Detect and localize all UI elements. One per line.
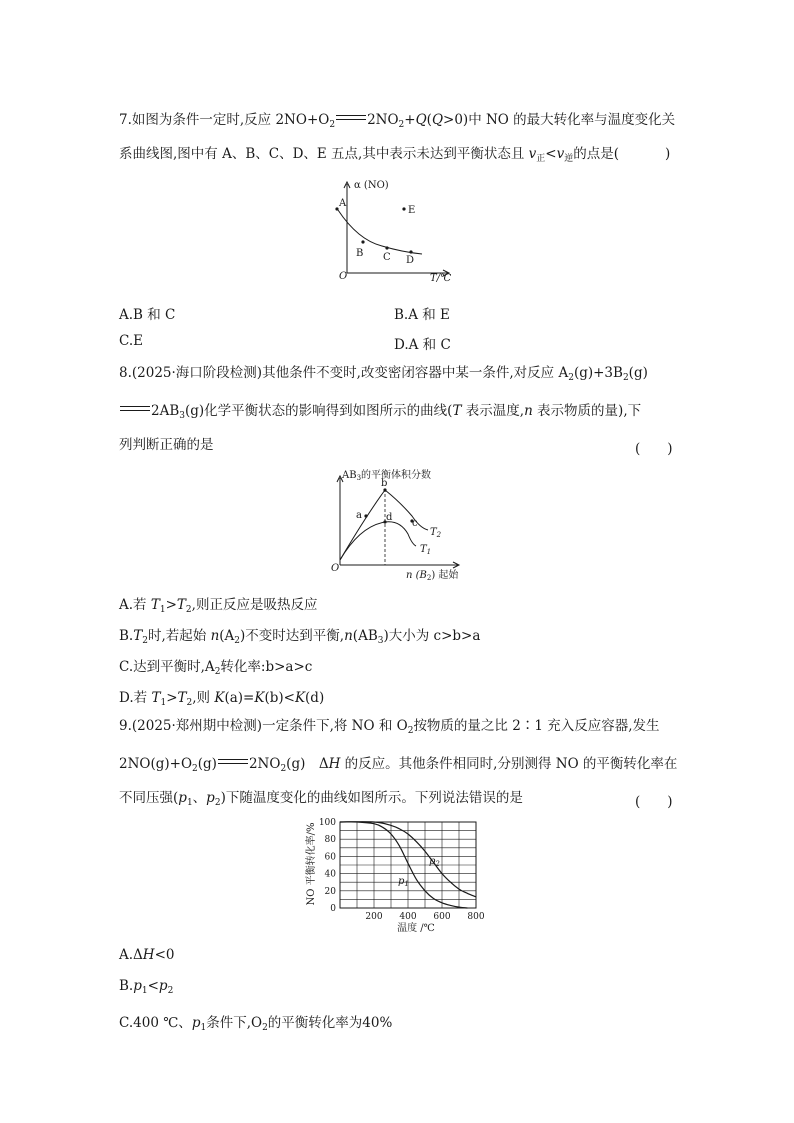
equilibrium-arrow-icon	[336, 113, 366, 123]
q8-option-a[interactable]: A.若 $T_1>T_2$,则正反应是吸热反应	[119, 597, 318, 615]
q9-y-label: NO 平衡转化率/%	[306, 822, 317, 906]
q8-option-d[interactable]: D.若 $T_1>T_2$,则 K(a)=K(b)<K(d)	[119, 690, 325, 708]
q9-y-tick-label: 80	[324, 835, 336, 846]
q8-graph	[328, 464, 468, 582]
q8-source: (2025·海口阶段检测)	[131, 365, 263, 381]
q8-label-t2: $T_2$	[430, 527, 442, 539]
q9-x-tick-label: 600	[433, 912, 451, 922]
q7-point-B	[361, 240, 364, 243]
q9-y-tick-label: 60	[324, 852, 336, 863]
equilibrium-arrow-icon	[120, 404, 150, 414]
q9-series-label-p2: $p_2$	[429, 856, 440, 868]
q9-series-label-p1: $p_1$	[398, 876, 409, 888]
q7-option-b[interactable]: B.A 和 E	[394, 307, 450, 323]
q7-point-D	[409, 250, 412, 253]
q9-option-a[interactable]: A.ΔH<0	[119, 947, 175, 963]
q9-y-tick-label: 40	[324, 869, 336, 880]
q9-chart	[298, 812, 494, 936]
q8-label-t1: $T_1$	[420, 544, 432, 556]
q7-option-a[interactable]: A.B 和 C	[119, 307, 176, 323]
q9-option-c[interactable]: C.400 ℃、$p_1$条件下$,O_2$的平衡转化率为40%	[119, 1015, 393, 1033]
q8-line2: $2AB_3(g)$化学平衡状态的影响得到如图所示的曲线(T 表示温度,n 表示物质的量),下	[119, 403, 641, 424]
q7-label-D: D	[406, 255, 415, 266]
q7-option-d[interactable]: D.A 和 C	[394, 337, 451, 353]
q7-curve	[338, 210, 422, 254]
q8-answer-paren: ( )	[635, 441, 673, 457]
q7-label-A: A	[339, 198, 347, 209]
q7-point-E	[402, 207, 405, 210]
q8-label-c: c	[412, 518, 418, 529]
q9-source: (2025·郑州期中检测)	[131, 718, 263, 734]
q9-y-tick-label: 100	[318, 818, 336, 828]
q7-graph	[330, 172, 460, 286]
q8-option-b[interactable]: $B.T_2$时,若起始 $n(A_2)$不变时达到平衡$,n(AB_3)$大小为 c>b>a	[119, 628, 481, 646]
q7-origin: O	[339, 271, 348, 282]
q8-line3: 列判断正确的是	[119, 437, 214, 453]
q9-x-tick-label: 200	[365, 912, 383, 922]
q8-line1: 8.(2025·海口阶段检测)其他条件不变时,改变密闭容器中某一条件,对反应 $A_2(g)+3B_2(g)$	[119, 365, 648, 383]
q8-y-label: $AB_3$的平衡体积分数	[342, 470, 432, 482]
q9-line3: 不同压强($p_1$、$p_2$)下随温度变化的曲线如图所示。下列说法错误的是	[119, 790, 523, 808]
q7-point-C	[385, 246, 388, 249]
q8-point-a	[364, 514, 367, 517]
q8-origin: O	[331, 563, 340, 574]
q9-line1: 9.(2025·郑州期中检测)一定条件下,将 NO 和 $O_2$按物质的量之比 2∶1 充入反应容器,发生	[119, 718, 660, 736]
q7-line1: 7.如图为条件一定时,反应 $2NO+O_2$ $2NO_2+Q(Q>0)$中 NO 的最大转化率与温度变化关	[119, 112, 676, 130]
q8-label-d: d	[386, 512, 393, 523]
q7-y-label: α (NO)	[354, 180, 389, 191]
equilibrium-arrow-icon	[218, 757, 248, 767]
q8-label-a: a	[356, 510, 362, 521]
q7-x-label: T/℃	[430, 273, 452, 284]
q7-label-E: E	[408, 205, 416, 216]
q9-option-b[interactable]: $B.p_1<p_2$	[119, 978, 174, 996]
q9-y-tick-label: 20	[324, 886, 336, 897]
q7-number: 7.	[119, 112, 132, 128]
q7-answer-paren: )	[665, 146, 671, 162]
q7-label-B: B	[356, 248, 364, 259]
q9-x-tick-label: 800	[467, 912, 485, 922]
q7-label-C: C	[383, 252, 391, 263]
q9-x-label: 温度 /℃	[397, 923, 435, 934]
q8-option-c[interactable]: C.达到平衡时$,A_2$转化率:b>a>c	[119, 659, 313, 677]
q9-x-tick-label: 400	[399, 912, 417, 922]
q9-answer-paren: ( )	[635, 794, 673, 810]
q7-line2: 系曲线图,图中有 A、B、C、D、E 五点,其中表示未达到平衡状态且 $v_正<v_逆$的点是(	[119, 146, 620, 164]
q9-line2: $2NO(g)+O_2(g)$ $2NO_2(g)$ ΔH 的反应。其他条件相同时,分别测得 NO 的平衡转化率在	[119, 756, 678, 774]
q9-y-tick-label: 0	[330, 904, 336, 914]
q8-label-b: b	[381, 478, 388, 489]
q8-x-label: n $(B_2)$ 起始	[406, 570, 459, 582]
q7-option-c[interactable]: C.E	[119, 333, 143, 349]
